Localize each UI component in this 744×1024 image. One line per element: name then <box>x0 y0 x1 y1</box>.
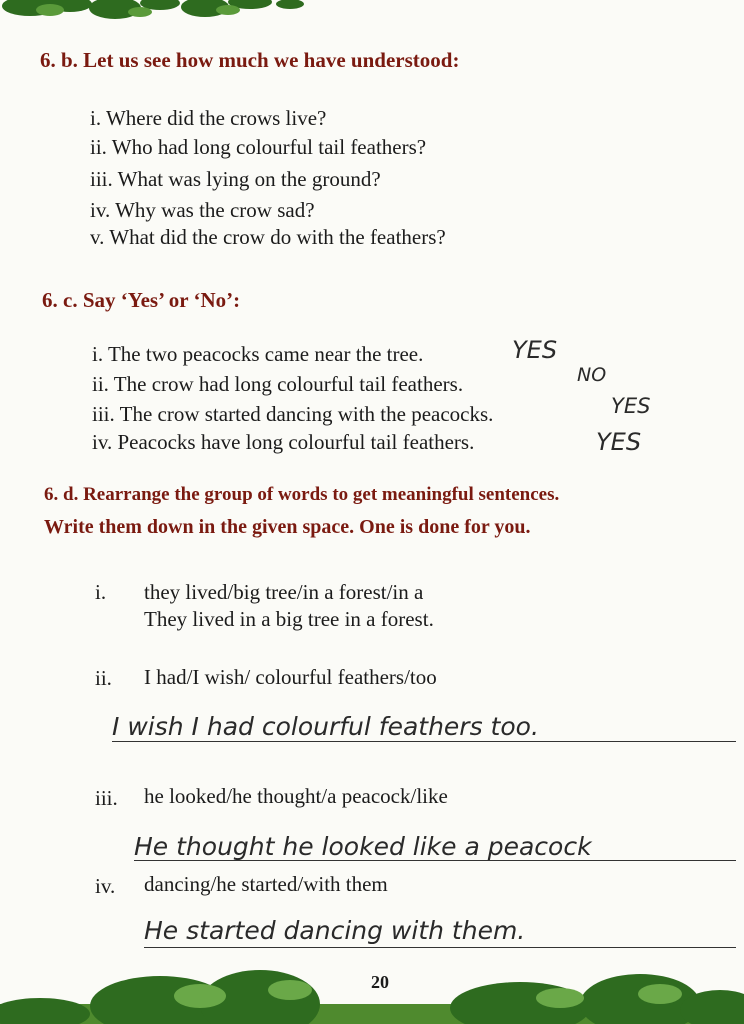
answer-line-d-2 <box>112 740 736 742</box>
statement-c-2: ii. The crow had long colourful tail feathers. <box>92 372 464 396</box>
question-b-2: ii. Who had long colourful tail feathers? <box>90 135 427 159</box>
question-b-1: i. Where did the crows live? <box>90 106 327 130</box>
item-d-3-number: iii. <box>95 786 118 810</box>
statement-c-1: i. The two peacocks came near the tree. <box>92 342 424 366</box>
leaf-border-top <box>0 0 744 30</box>
handwritten-answer-c-4: YES <box>596 428 642 456</box>
statement-c-4: iv. Peacocks have long colourful tail feathers. <box>92 430 475 454</box>
handwritten-answer-c-1: YES <box>512 336 558 364</box>
answer-line-d-4 <box>144 946 736 948</box>
statement-c-3: iii. The crow started dancing with the peacocks. <box>92 402 494 426</box>
question-b-3: iii. What was lying on the ground? <box>90 167 381 191</box>
item-d-1-words: they lived/big tree/in a forest/in a <box>144 580 424 604</box>
handwritten-answer-d-4: He started dancing with them. <box>144 916 526 945</box>
question-b-4: iv. Why was the crow sad? <box>90 198 315 222</box>
handwritten-answer-c-2: NO <box>577 364 607 386</box>
section-b-heading: 6. b. Let us see how much we have understood: <box>40 48 460 72</box>
section-d-heading-line1: 6. d. Rearrange the group of words to get meaningful sentences. <box>44 484 560 505</box>
item-d-1-number: i. <box>95 580 107 604</box>
handwritten-answer-d-2: I wish I had colourful feathers too. <box>112 712 539 741</box>
page-number: 20 <box>371 972 389 992</box>
item-d-1-sentence: They lived in a big tree in a forest. <box>144 607 434 631</box>
section-d-heading-line2: Write them down in the given space. One is done for you. <box>44 516 531 538</box>
handwritten-answer-c-3: YES <box>611 394 651 418</box>
answer-line-d-3 <box>134 859 736 861</box>
item-d-2-words: I had/I wish/ colourful feathers/too <box>144 665 437 689</box>
handwritten-answer-d-3: He thought he looked like a peacock <box>134 832 592 861</box>
item-d-2-number: ii. <box>95 666 112 690</box>
item-d-3-words: he looked/he thought/a peacock/like <box>144 784 448 808</box>
section-c-heading: 6. c. Say ‘Yes’ or ‘No’: <box>42 288 241 312</box>
item-d-4-number: iv. <box>95 874 116 898</box>
question-b-5: v. What did the crow do with the feathers? <box>90 225 446 249</box>
item-d-4-words: dancing/he started/with them <box>144 872 388 896</box>
